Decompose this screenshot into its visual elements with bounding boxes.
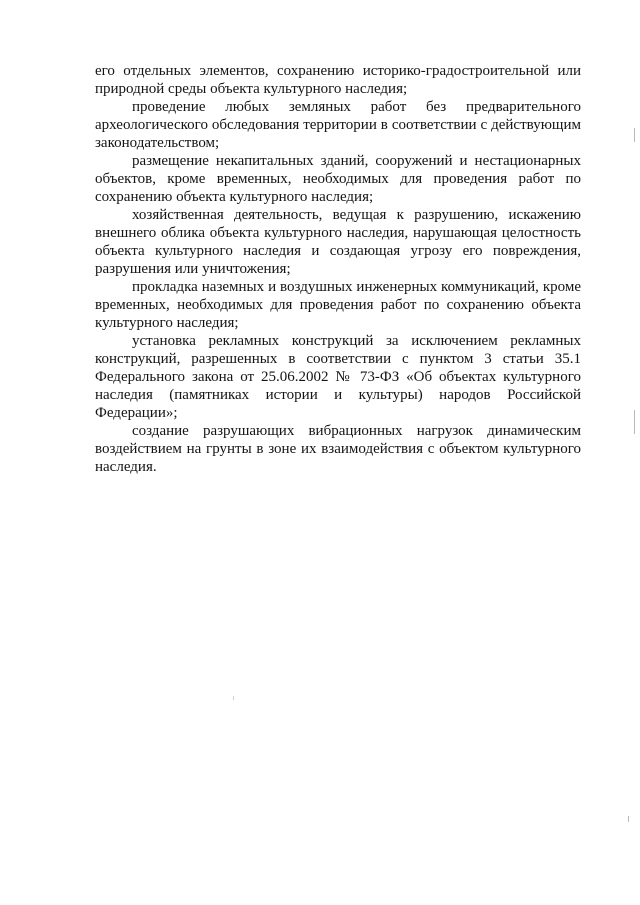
scan-artifact [628, 816, 629, 822]
document-body [95, 62, 581, 476]
paragraph-economic-activity: хозяйственная деятельность, ведущая к разрушению, искажению внешнего облика объекта культурного наследия, нарушающая целостность объекта культурного наследия и создающая угрозу его повреждения, разрушения или уничтожения; [95, 207, 581, 277]
paragraph-temporary-buildings: размещение некапитальных зданий, сооружений и нестационарных объектов, кроме временных, необходимых для проведения работ по сохранению объекта культурного наследия; [95, 153, 581, 205]
scan-artifact [634, 128, 635, 142]
scan-artifact [233, 696, 234, 700]
paragraph-continuation: его отдельных элементов, сохранению историко-градостроительной или природной среды объекта культурного наследия; [95, 63, 581, 97]
scan-artifact [634, 410, 635, 434]
paragraph-earthworks: проведение любых земляных работ без предварительного археологического обследования территории в соответствии с действующим законодательством; [95, 99, 581, 151]
paragraph-vibration: создание разрушающих вибрационных нагрузок динамическим воздействием на грунты в зоне их взаимодействия с объектом культурного наследия. [95, 423, 581, 475]
paragraph-advertising: установка рекламных конструкций за исключением рекламных конструкций, разрешенных в соответствии с пунктом 3 статьи 35.1 Федерального закона от 25.06.2002 № 73-ФЗ «Об объектах культурного наследия (памятниках истории и культуры) народов Российской Федерации»; [95, 333, 581, 421]
paragraph-utilities: прокладка наземных и воздушных инженерных коммуникаций, кроме временных, необходимых для проведения работ по сохранению объекта культурного наследия; [95, 279, 581, 331]
